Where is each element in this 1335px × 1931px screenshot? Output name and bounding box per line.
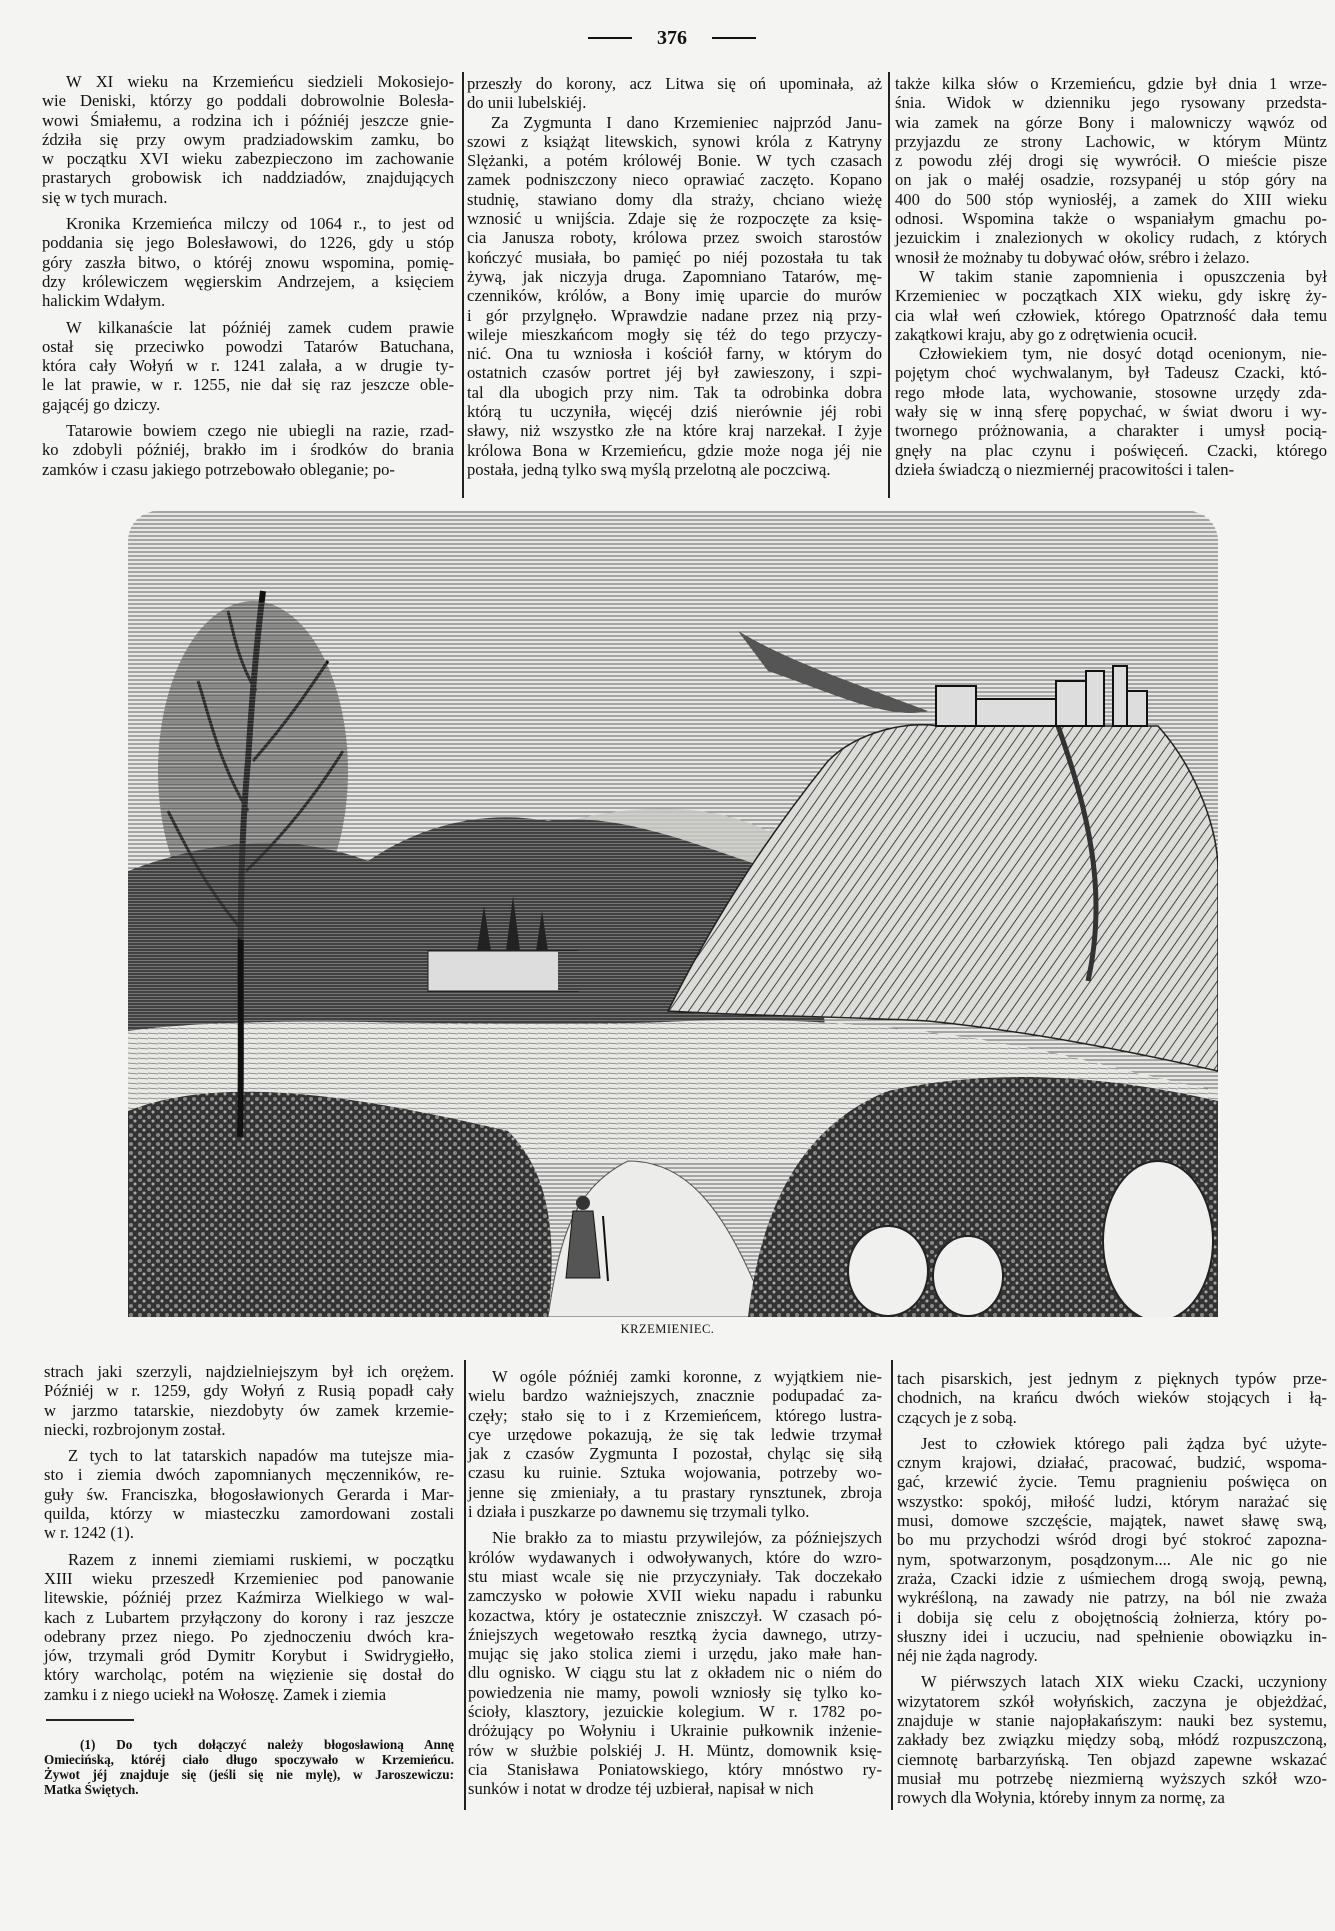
text-line: nić. Ona tu wzniosła i kościół farny, w którym do (467, 344, 882, 364)
text-line: którą tu uczyniła, więcéj dziś nierównie jéj robi (467, 402, 882, 422)
text-line: dzieła świadczą o niezmiernéj pracowitości i talen- (895, 459, 1235, 479)
text-line: śnia. Widok w dzienniku jego rysowany przedsta- (895, 93, 1327, 113)
text-line: kończyć musiała, bo pamięć po niéj pozostała tu tak (467, 247, 882, 267)
text-line: i gór przylgnęło. Wprawdzie nadane przez nią przy- (467, 305, 882, 325)
text-line: cye urzędowe pokazują, że się tak ledwie trzymał (468, 1424, 882, 1444)
text-line: wszystko: spokój, miłość ludzi, którym narażać się (897, 1491, 1327, 1511)
paragraph (468, 1367, 882, 1521)
text-line: nym, spotwarzonym, posądzonym.... Ale nic go nie (897, 1549, 1327, 1569)
text-line: stu miast wcale się nie przyczyniały. Tak doczekało (468, 1566, 882, 1586)
text-line: zamków i czasu jakiego potrzebowało obleganie; po- (42, 459, 395, 479)
text-line: rowych dla Wołynia, któreby innym za normę, za (897, 1788, 1225, 1808)
engraving-krzemieniec (128, 511, 1218, 1317)
footnote-rule (46, 1719, 134, 1721)
bottom-column-2 (468, 1367, 882, 1799)
paragraph (467, 113, 882, 480)
text-line: wały się w inną sferę popychać, w świat dworu i wy- (895, 402, 1327, 422)
text-line: do unii lubelskiéj. (467, 93, 587, 113)
text-line: Slężanki, a potém królowéj Bonie. W tych czasach (467, 151, 882, 171)
text-line: niecki, rozbrojonym został. (44, 1419, 226, 1439)
text-line: Człowiekiem tym, nie dosyć dotąd ocenionym, nie- (919, 344, 1327, 364)
text-line: studnię, stawiano domy dla straży, chciano wieżę (467, 189, 882, 209)
text-line: dróżujący po Wołyniu i Ukrainie pułkownik inżenie- (468, 1721, 882, 1741)
text-line: guły św. Franciszka, błogosławionych Gerarda i Mar- (44, 1484, 454, 1504)
text-line: sławy, niż wszystko złe na które kraj narzekał. I żyje (467, 421, 882, 441)
text-line: która cały Wołyń w r. 1241 zalała, a w drugie ty- (42, 356, 454, 376)
text-line: bo mu przychodzi wśród drogi być stokroć zapozna- (897, 1530, 1327, 1550)
text-line: także kilka słów o Krzemieńcu, gdzie był dnia 1 wrze- (895, 74, 1327, 93)
text-line: ciemnotę barbarzyńską. Ten objazd zapewne wskazać (897, 1749, 1327, 1769)
text-line: przeszły do korony, acz Litwa się oń upominała, aż (467, 74, 882, 93)
text-line: pojętym choć wychwalanym, był Tadeusz Czacki, któ- (895, 363, 1327, 383)
text-line: powiedzenia nie mamy, powoli wzniosły się tylko ko- (468, 1682, 882, 1702)
paragraph (897, 1434, 1327, 1666)
text-line: źniejszych wegetowało resztką życia dawnego, utrzy- (468, 1624, 882, 1644)
text-line: W piérwszych latach XIX wieku Czacki, uczyniony (921, 1672, 1327, 1692)
text-line: kach z Lubartem przyłączony do korony i raz jeszcze (44, 1607, 454, 1627)
text-line: przyjazdu ze strony Lachowic, w którym Müntz (895, 131, 1327, 151)
text-line: czących je z sobą. (897, 1407, 1017, 1427)
text-line: Razem z innemi ziemiami ruskiemi, w początku (68, 1549, 454, 1569)
text-line: strach jaki szerzyli, najdzielniejszym był ich orężem. (44, 1362, 454, 1381)
text-line: królów wydawanych i odwoływanych, które do wzro- (468, 1547, 882, 1567)
bottom-column-3 (897, 1369, 1327, 1808)
column-rule (462, 72, 464, 498)
text-line: wileje mieszkańcom mogły się téż do tego przyczy- (467, 324, 882, 344)
text-line: czenników, królów, a Bony imię uparcie do murów (467, 286, 882, 306)
text-line: Nie brakło za to miastu przywilejów, za późniejszych (492, 1528, 882, 1548)
text-line: wykréśloną, na zawady nie patrzy, na ból nie zważa (897, 1588, 1327, 1608)
page-header (588, 26, 756, 50)
text-line: w jarzmo tatarskie, niezdobyty ów zamek krzemie- (44, 1400, 454, 1420)
text-line: i działa i puszkarze po dawnemu się trzymali tylko. (468, 1502, 810, 1522)
text-line: XIII wieku przeszedł Krzemieniec pod panowanie (44, 1568, 454, 1588)
footnote-line: Omiecińską, któréj ciało długo spoczywało w Krzemieńcu. (44, 1752, 454, 1767)
footnote (44, 1737, 454, 1797)
paragraph (467, 74, 882, 113)
text-line: częły; stało się to i z Krzemieńcem, którego lustra- (468, 1405, 882, 1425)
footnote-line: Żywot jéj znajduje się (jeśli się nie mylę), w Jaroszewiczu: (44, 1767, 454, 1782)
text-line: odnosi. Wspomina także o wspaniałym gmachu po- (895, 209, 1327, 229)
top-column-3 (895, 74, 1327, 479)
text-line: Jest to człowiek którego pali żądza być użyte- (921, 1433, 1327, 1453)
column-rule (891, 1360, 893, 1810)
text-line: rów w służbie polskiéj J. H. Müntz, domownik księ- (468, 1740, 882, 1760)
text-line: szowi z książąt litewskich, synowi króla z Katryny (467, 131, 882, 151)
text-line: odebrany przez niego. Po zjednoczeniu dwóch kra- (44, 1626, 454, 1646)
text-line: musiał mu potrzebę niezmierną wyższych szkół wzo- (897, 1768, 1327, 1788)
paragraph (42, 72, 454, 207)
column-rule (888, 72, 890, 498)
text-line: twornego próżnowania, a charakter i umysł pocią- (895, 421, 1327, 441)
paragraph (468, 1528, 882, 1798)
text-line: Krzemieniec w początkach XIX wieku, gdy iskrę ży- (895, 286, 1327, 306)
text-line: gać, krzewić życie. Temu pragnieniu poświęca on (897, 1472, 1327, 1492)
text-line: dlu ognisko. W ciągu stu lat z okładem nic o niém do (468, 1663, 882, 1683)
text-line: zakątkowi kraju, aby go z odrętwienia ocucił. (895, 324, 1198, 344)
text-line: jezuickim i znalezionych w okolicy rudach, z których (895, 228, 1327, 248)
text-line: Kronika Krzemieńca milczy od 1064 r., to jest od (66, 214, 454, 234)
text-line: Tatarowie bowiem czego nie ubiegli na razie, rzad- (66, 421, 454, 441)
text-line: zamek podniszczony nieco oprawiać zaczęto. Kopano (467, 170, 882, 190)
text-line: zamku i z niego uciekł na Wołoszę. Zamek i ziemia (44, 1684, 387, 1704)
text-line: żywą, jak niczyja druga. Zapomniano Tatarów, mę- (467, 266, 882, 286)
page-number: 376 (657, 26, 687, 49)
paragraph (895, 344, 1327, 479)
paragraph (42, 318, 454, 414)
bottom-column-1 (44, 1362, 454, 1704)
text-line: postała, jedną tylko swą myślą przelotną ale poczciwą. (467, 459, 831, 479)
text-line: ostał się przeciwko powodzi Tatarów Batuchana, (42, 336, 454, 356)
text-line: cia Stanisława Poniatowskiego, który mnóstwo ry- (468, 1759, 882, 1779)
text-line: Za Zygmunta I dano Krzemieniec najprzód Janu- (491, 112, 882, 132)
text-line: musi, domowe szczęście, majątek, nawet sławę swą, (897, 1511, 1327, 1531)
text-line: wia zamek na górze Bony i malowniczy wąwóz od (895, 112, 1327, 132)
text-line: cznym krajowi, działać, pracować, budzić, wspoma- (897, 1453, 1327, 1473)
paragraph (42, 421, 454, 479)
paragraph (897, 1369, 1327, 1427)
text-line: w początku XVI wieku zabezpieczono im zachowanie (42, 149, 454, 169)
text-line: kozactwa, który je ostatecznie zniszczył. W czasach pó- (468, 1605, 882, 1625)
paragraph (897, 1672, 1327, 1807)
header-dash-left (588, 37, 632, 39)
text-line: W takim stanie zapomnienia i opuszczenia był (919, 266, 1327, 286)
text-line: znajduje w stanie najopłakańszym: nauki bez systemu, (897, 1711, 1327, 1731)
text-line: ździła się przy owym pradziadowskim zamku, bo (42, 129, 454, 149)
text-line: mując się jako stolica ziemi i urzędu, jako małe han- (468, 1644, 882, 1664)
text-line: w r. 1242 (1). (44, 1523, 134, 1543)
text-line: który warcholąc, potém na więzienie się dostał do (44, 1665, 454, 1685)
paragraph (895, 267, 1327, 344)
illustration-caption: KRZEMIENIEC. (620, 1322, 715, 1336)
text-line: z powodu złéj drogi się wywrócił. O mieście pisze (895, 151, 1327, 171)
text-line: jenne się zmieniały, a tu prastary rynsztunek, zbroja (468, 1482, 882, 1502)
text-line: ostatnich czasów portret jéj był zawieszony, i szpi- (467, 363, 882, 383)
footnote-line: (1) Do tych dołączyć należy błogosławioną Annę (80, 1737, 454, 1752)
header-dash-right (712, 37, 756, 39)
text-line: dzy królewiczem węgierskim Andrzejem, a księciem (42, 271, 454, 291)
top-column-1 (42, 72, 454, 479)
paragraph (44, 1362, 454, 1439)
text-line: wznosić u wnijścia. Zdaje się że rozpoczęte za księ- (467, 209, 882, 229)
text-line: W ogóle późniéj zamki koronne, z wyjątkiem nie- (492, 1367, 882, 1386)
text-line: ko zdobyli późniéj, brakło im i środków do brania (42, 440, 454, 460)
text-line: wizytatorem szkół wołyńskich, zaczyna je objeżdżać, (897, 1691, 1327, 1711)
text-line: néj nie żąda nagrody. (897, 1646, 1038, 1666)
text-line: zamczysko w połowie XVII wieku napadu i rabunku (468, 1586, 882, 1606)
text-line: słuszny idei i uczuciu, nad spełnienie obowiązku in- (897, 1626, 1327, 1646)
text-line: zraża, Czacki idzie z uśmiechem drogą swoją, pewną, (897, 1568, 1327, 1588)
paragraph (44, 1550, 454, 1704)
text-line: tal dla ubogich przy nim. Tak ta odrobinka dobra (467, 382, 882, 402)
text-line: jak z czasów Zygmunta I pozostał, chyląc się siłą (468, 1444, 882, 1464)
text-line: się w tych murach. (42, 187, 168, 207)
text-line: gnęły na plac czynu i poświęceń. Czacki, którego (895, 440, 1327, 460)
text-line: wnosił że możnaby tu dobywać ołów, srébro i żelazo. (895, 247, 1250, 267)
text-line: halickim Wdałym. (42, 291, 166, 311)
text-line: Z tych to lat tatarskich napadów ma tutejsze mia- (68, 1446, 454, 1466)
top-column-2 (467, 74, 882, 479)
text-line: poddania się jego Bolesławowi, do 1226, gdy u stóp (42, 233, 454, 253)
column-rule (464, 1360, 466, 1810)
text-line: le lat prawie, w r. 1255, nie dał się raz jeszcze oble- (42, 375, 454, 395)
text-line: W kilkanaście lat późniéj zamek cudem prawie (66, 317, 454, 337)
text-line: ścioły, klasztory, jezuickie kolegium. W r. 1782 po- (468, 1702, 882, 1722)
text-line: cia Janusza roboty, królowa przez swoich starostów (467, 228, 882, 248)
text-line: quilda, którzy w miasteczku zamordowani zostali (44, 1504, 454, 1524)
paragraph (895, 74, 1327, 267)
text-line: wielu bardzo ważniejszych, znacznie podupadać za- (468, 1386, 882, 1406)
text-line: i dobija się celu z obojętnością żołnierza, który po- (897, 1607, 1327, 1627)
text-line: Późniéj w r. 1259, gdy Wołyń z Rusią popadł cały (44, 1381, 454, 1401)
text-line: tach pisarskich, jest jednym z pięknych typów prze- (897, 1369, 1327, 1388)
text-line: rego młode lata, wychowanie, stosowne urzędy zda- (895, 382, 1327, 402)
text-line: czasu ku ruinie. Sztuka wojowania, potrzeby wo- (468, 1463, 882, 1483)
paragraph (42, 214, 454, 310)
text-line: sto i ziemia dwóch zapomnianych męczenników, re- (44, 1465, 454, 1485)
text-line: jów, trzymali gród Dymitr Korybut i Swidrygiełło, (44, 1646, 454, 1666)
text-line: góry zaszła bitwo, o któréj znowu wspomina, pomię- (42, 252, 454, 272)
text-line: gającéj go dziczy. (42, 394, 161, 414)
paragraph (44, 1446, 454, 1542)
text-line: on jak o małéj osadzie, rozsypanéj u stóp góry na (895, 170, 1327, 190)
text-line: wie Deniski, którzy go poddali dobrowolnie Bolesła- (42, 91, 454, 111)
text-line: 400 do 500 stóp wyniosłéj, a zamek do XIII wieku (895, 189, 1327, 209)
footnote-line: Matka Świętych. (44, 1782, 139, 1797)
text-line: zakłady bez związku między sobą, młódź rozpuszczoną, (897, 1730, 1327, 1750)
text-line: chodnich, na krańcu dwóch wieków stojących i łą- (897, 1388, 1327, 1408)
text-line: sunków i notat w drodze téj uzbierał, napisał w nich (468, 1779, 814, 1799)
text-line: królowa Bona w Krzemieńcu, gdzie może noga jéj nie (467, 440, 882, 460)
text-line: W XI wieku na Krzemieńcu siedzieli Mokosiejo- (66, 72, 454, 91)
text-line: prastarych grobowisk ich naddziadów, znajdujących (42, 168, 454, 188)
text-line: litewskie, późniéj przez Kaźmirza Wielkiego w wal- (44, 1588, 454, 1608)
text-line: wowi Śmiałemu, a rodzina ich i późniéj jeszcze gnie- (42, 110, 454, 130)
text-line: cia wlał weń człowiek, którego Opatrzność dała temu (895, 305, 1327, 325)
